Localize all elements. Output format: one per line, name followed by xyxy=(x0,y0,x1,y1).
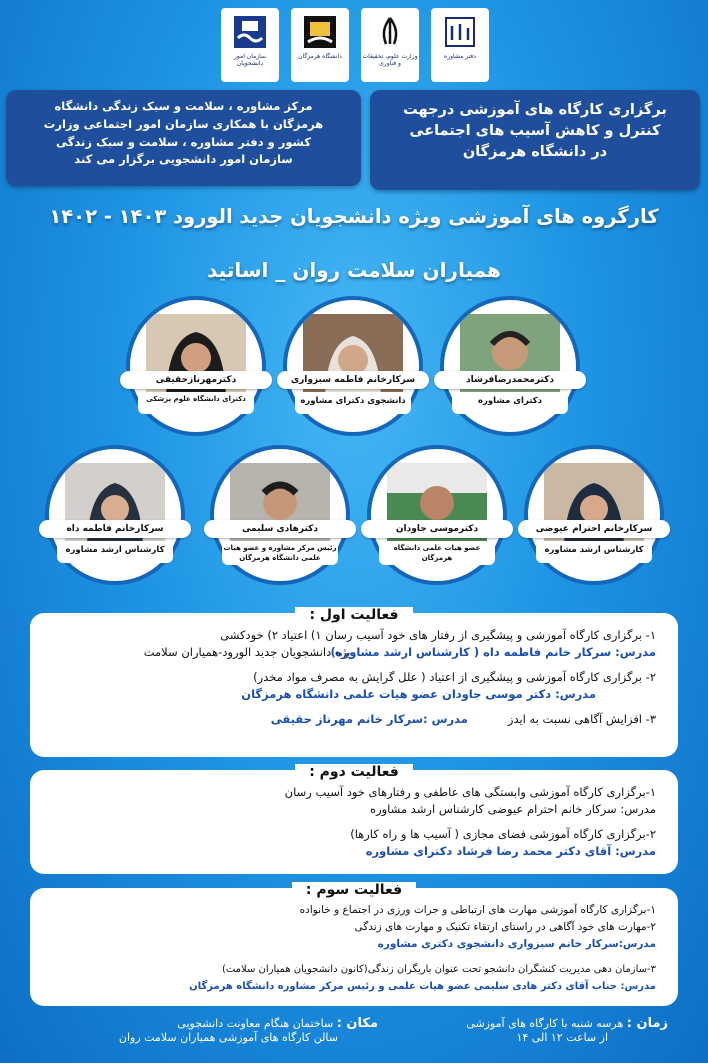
time-hours: از ساعت ۱۲ الی ۱۴ xyxy=(516,1031,608,1044)
activity-line: ۳-سازمان دهی مدیریت کنشگران دانشجو تحت عنوان باریگران زندگی(کانون دانشجویان همیاران سلامت) xyxy=(221,964,656,975)
activity-second-header xyxy=(30,761,678,780)
activity-instructor: مدرس: سرکار خانم فاطمه داه ( کارشناس ارشد مشاوره) xyxy=(330,645,656,659)
portrait-frame xyxy=(283,296,423,436)
header-right-box xyxy=(370,90,700,190)
person-card-ayvazi xyxy=(524,445,664,595)
time-label: زمان : xyxy=(626,1016,668,1031)
activity-third-header xyxy=(30,879,678,898)
activity-third-panel xyxy=(30,882,678,1006)
activity-line: ویژه دانشجویان جدید الورود-همیاران سلامت xyxy=(143,645,356,659)
logo-row xyxy=(220,8,490,88)
time-text: هرسه شنبه با کارگاه های آموزشی xyxy=(466,1017,624,1030)
footer-time xyxy=(466,1016,668,1044)
person-role: دکترای دانشگاه علوم پزشکی xyxy=(138,392,254,414)
counseling-center-icon xyxy=(440,12,480,52)
activity-line: ۲-مهارت های خود آگاهی در راستای ارتقاء تکنیک و مهارت های زندگی xyxy=(354,921,656,933)
activity-line: ۱- برگزاری کارگاه آموزشی و پیشگیری از رفتار های خود آسیب رسان ۱) اعتیاد ۲) خودکشی xyxy=(220,628,656,642)
activity-instructor: مدرس: دکتر موسی جاودان عضو هیات علمی دانشگاه هرمزگان xyxy=(241,687,596,701)
person-name: دکترمهرنازحقیقی xyxy=(120,371,272,389)
portrait-frame xyxy=(45,445,185,585)
logo-caption: دانشگاه هرمزگان xyxy=(298,53,342,60)
header-right-line: برگزاری کارگاه های آموزشی درجهت xyxy=(403,102,667,118)
sub-title: همیاران سلامت روان _ اساتید xyxy=(207,258,501,282)
person-role: کارشناس ارشد مشاوره xyxy=(57,541,173,563)
footer-place xyxy=(119,1016,378,1044)
logo-hormozgan-university xyxy=(291,8,349,82)
activity-instructor: مدرس: جناب آقای دکتر هادی سلیمی عضو هیات علمی و رئیس مرکز مشاوره دانشگاه هرمزگان xyxy=(189,981,656,992)
person-card-javedan xyxy=(367,445,507,595)
iran-emblem-icon xyxy=(370,12,410,52)
activity-second-panel xyxy=(30,764,678,874)
book-wave-icon xyxy=(230,12,270,52)
activity-line-row xyxy=(52,711,656,728)
portrait-frame xyxy=(126,296,266,436)
person-name: دکترمحمدرضافرشاد xyxy=(434,371,586,389)
main-title: کارگروه های آموزشی ویژه دانشجویان جدید الورود ۱۴۰۳ - ۱۴۰۲ xyxy=(49,205,659,228)
portrait-frame xyxy=(440,296,580,436)
header-right-line: در دانشگاه هرمزگان xyxy=(462,144,608,161)
logo-ministry xyxy=(361,8,419,82)
logo-caption: دفتر مشاوره xyxy=(444,53,476,60)
activity-first-header xyxy=(30,604,678,623)
person-role: دکترای مشاوره xyxy=(452,392,568,414)
person-card-salimi xyxy=(210,445,350,595)
person-role: عضو هیات علمی دانشگاه هرمزگان xyxy=(379,541,495,565)
logo-caption: سازمان امور دانشجویان xyxy=(234,53,266,67)
university-emblem-icon xyxy=(300,12,340,52)
activity-instructor: مدرس :سرکار خانم مهرناز حقیقی xyxy=(270,712,468,726)
logo-counseling xyxy=(431,8,489,82)
activity-first-title: فعالیت اول : xyxy=(295,607,412,623)
person-card-sabzevari xyxy=(283,296,423,446)
activity-line: مدرس: سرکار خانم احترام عیوضی کارشناس ارشد مشاوره xyxy=(370,802,656,816)
person-name: سرکارخانم فاطمه سبزواری xyxy=(277,371,429,389)
activity-line: ۳- افزایش آگاهی نسبت به ایدز xyxy=(507,712,656,726)
activity-second-title: فعالیت دوم : xyxy=(295,764,413,780)
header-left-box xyxy=(6,90,361,186)
activity-first-panel xyxy=(30,607,678,757)
person-card-farshad xyxy=(440,296,580,446)
person-card-haghighi xyxy=(126,296,266,446)
logo-student-affairs xyxy=(221,8,279,82)
activity-line: ۲-برگزاری کارگاه آموزشی فضای مجازی ( آسیب ها و راه کارها) xyxy=(350,827,656,841)
place-text: ساختمان هنگام معاونت دانشجویی xyxy=(177,1017,334,1030)
portrait-frame xyxy=(524,445,664,585)
person-card-dah xyxy=(45,445,185,595)
header-left-line: هرمزگان با همکاری سازمان امور اجتماعی وزارت xyxy=(43,116,324,131)
activity-instructor: مدرس: آقای دکتر محمد رضا فرشاد دکترای مشاوره xyxy=(365,844,656,858)
footer xyxy=(0,1012,708,1063)
person-name: سرکارخانم احترام عیوضی xyxy=(518,520,670,538)
person-name: دکترموسی جاودان xyxy=(361,520,513,538)
header-left-line: سازمان امور دانشجویی برگزار می کند xyxy=(74,152,293,167)
activity-instructor: مدرس:سرکار خانم سبزواری دانشجوی دکتری مشاوره xyxy=(377,938,656,950)
person-role: رئیس مرکز مشاوره و عضو هیات علمی دانشگاه هرمزگان xyxy=(222,541,338,565)
place-hall: سالن کارگاه های آموزشی همیاران سلامت روان xyxy=(118,1031,338,1044)
logo-caption: وزارت علوم، تحقیقات و فناوری xyxy=(362,53,418,67)
header-left-line: مرکز مشاوره ، سلامت و سبک زندگی دانشگاه xyxy=(54,99,313,113)
person-role: دانشجوی دکترای مشاوره xyxy=(295,392,411,414)
header-left-line: کشور و دفتر مشاوره ، سلامت و سبک زندگی xyxy=(56,134,311,149)
activity-line: ۱-برگزاری کارگاه آموزشی مهارت های ارتباطی و جرات ورزی در اجتماع و خانواده xyxy=(299,904,656,916)
activity-third-title: فعالیت سوم : xyxy=(292,882,416,898)
person-name: سرکارخانم فاطمه داه xyxy=(39,520,191,538)
person-name: دکترهادی سلیمی xyxy=(204,520,356,538)
header-right-line: کنترل و کاهش آسیب های اجتماعی xyxy=(409,123,661,140)
activity-line: ۱-برگزاری کارگاه آموزشی وابستگی های عاطفی و رفتارهای خود آسیب رسان xyxy=(284,785,656,799)
place-label: مکان : xyxy=(336,1016,378,1031)
person-role: کارشناس ارشد مشاوره xyxy=(536,541,652,563)
activity-line: ۲- برگزاری کارگاه آموزشی و پیشگیری از اعتیاد ( علل گرایش به مصرف مواد مخدر) xyxy=(253,670,656,684)
